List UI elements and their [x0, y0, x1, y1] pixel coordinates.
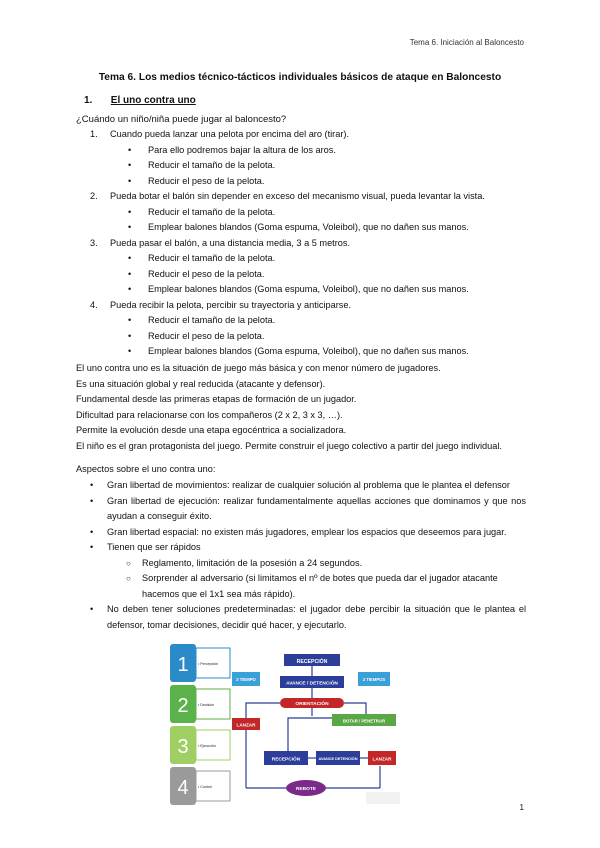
condition-sub-text: Reducir el tamaño de la pelota.: [148, 206, 276, 217]
condition-sub: [76, 220, 526, 236]
condition-item: [76, 127, 526, 143]
condition-sub: [76, 143, 526, 159]
condition-sub: [76, 251, 526, 267]
condition-sub-text: Emplear balones blandos (Goma espuma, Voleibol), que no dañen sus manos.: [148, 222, 469, 232]
condition-item: [76, 298, 526, 314]
one-vs-one-diagram: [168, 640, 404, 808]
paragraph-line: Permite la evolución desde una etapa egocéntrica a socializadora.: [76, 425, 347, 435]
condition-item: [76, 189, 526, 205]
node-tiempo-left-label: 2 TIEMPO: [236, 677, 256, 682]
condition-sub: [76, 267, 526, 283]
node-orientacion-label: ORIENTACIÓN: [295, 702, 329, 708]
aspect-item: • Gran libertad de ejecución: realizar fundamentalmente aquellas acciones que dominamos y que nos ayudan a conseguir éxito.: [76, 494, 526, 525]
aspect-item: • Gran libertad espacial: no existen más jugadores, emplear los espacios que deseemos para jugar.: [76, 525, 526, 541]
node-tiempo-right-label: 2 TIEMPOS: [362, 677, 386, 682]
paragraph-line: El niño es el gran protagonista del juego. Permite construir el juego colectivo a partir del juego individual.: [76, 440, 502, 451]
question-text: ¿Cuándo un niño/niña puede jugar al baloncesto?: [76, 114, 287, 125]
aspect-sub-item: ○ Reglamento, limitación de la posesión a 24 segundos.: [76, 556, 526, 572]
step-number: 1: [177, 654, 189, 676]
running-header: Tema 6. Iniciación al Baloncesto: [409, 38, 524, 47]
paragraph-line: El uno contra uno es la situación de juego más básica y con menor número de jugadores.: [76, 363, 441, 373]
aspect-item: • Gran libertad de movimientos: realizar de cualquier solución al problema que le plantea el defensor: [76, 478, 526, 494]
page-title: Tema 6. Los medios técnico-tácticos individuales básicos de ataque en Baloncesto: [98, 72, 502, 83]
aspects-list: [76, 478, 526, 633]
page-number: 1: [519, 803, 524, 812]
node-botar-label: BOTAR / PENETRAR: [342, 718, 386, 724]
condition-number: 1.: [90, 129, 98, 139]
node-avance-bottom-label: AVANCE DETENCIÓN: [318, 757, 358, 761]
node-lanzar-right-label: LANZAR: [372, 756, 392, 762]
aspects-heading: Aspectos sobre el uno contra uno:: [76, 464, 216, 474]
condition-sub-text: Reducir el peso de la pelota.: [148, 175, 265, 186]
section-number: 1.: [84, 95, 93, 106]
condition-sub-text: Reducir el tamaño de la pelota.: [148, 160, 276, 170]
condition-number: 3.: [90, 237, 98, 248]
condition-sub: [76, 313, 526, 329]
condition-sub-text: Emplear balones blandos (Goma espuma, Voleibol), que no dañen sus manos.: [148, 284, 469, 294]
logo-mark: [366, 792, 400, 804]
condition-number: 4.: [90, 299, 98, 310]
condition-sub: [76, 329, 526, 345]
condition-text: Pueda pasar el balón, a una distancia media, 3 a 5 metros.: [110, 237, 351, 248]
step-number: 4: [177, 777, 189, 799]
step-label: • Percepción: [198, 662, 219, 666]
condition-sub-text: Para ello podremos bajar la altura de los aros.: [148, 144, 336, 155]
node-recepcion-top-label: RECEPCIÓN: [296, 659, 328, 665]
step-label: • Ejecución: [198, 744, 216, 748]
step-label: • Decisión: [198, 703, 215, 707]
condition-text: Cuando pueda lanzar una pelota por encima del aro (tirar).: [110, 129, 350, 139]
node-recepcion-bottom-label: RECEPCIÓN: [271, 757, 301, 763]
condition-text: Pueda recibir la pelota, percibir su trayectoria y anticiparse.: [110, 299, 352, 310]
section-heading: [84, 95, 196, 106]
paragraph-line: Fundamental desde las primeras etapas de formación de un jugador.: [76, 394, 357, 404]
step-label: • Control: [198, 785, 212, 789]
node-rebote-label: REBOTE: [296, 787, 316, 792]
intro-paragraph: [76, 361, 526, 454]
condition-sub: [76, 344, 526, 360]
condition-sub-text: Reducir el peso de la pelota.: [148, 268, 265, 279]
condition-sub-text: Reducir el tamaño de la pelota.: [148, 253, 276, 263]
node-lanzar-left-label: LANZAR: [236, 722, 256, 728]
condition-sub-text: Reducir el peso de la pelota.: [148, 330, 265, 341]
condition-sub-text: Emplear balones blandos (Goma espuma, Voleibol), que no dañen sus manos.: [148, 346, 469, 356]
step-2: [170, 685, 230, 723]
step-number: 2: [177, 695, 189, 717]
condition-sub: [76, 205, 526, 221]
section-label: El uno contra uno: [110, 95, 196, 106]
condition-sub-text: Reducir el tamaño de la pelota.: [148, 315, 276, 325]
conditions-list: [76, 127, 526, 360]
condition-text: Pueda botar el balón sin depender en exceso del mecanismo visual, pueda levantar la vista.: [110, 191, 485, 201]
condition-sub: [76, 174, 526, 190]
condition-sub: [76, 158, 526, 174]
condition-sub: [76, 282, 526, 298]
aspect-item: • No deben tener soluciones predeterminadas: el jugador debe percibir la situación que le plantea el defensor, tomar decisiones, decidir qué hacer, y ejecutarlo.: [76, 602, 526, 633]
paragraph-line: Es una situación global y real reducida (atacante y defensor).: [76, 378, 326, 389]
step-3: [170, 726, 230, 764]
step-number: 3: [177, 736, 189, 758]
condition-item: [76, 236, 526, 252]
aspect-sub-item: ○ Sorprender al adversario (si limitamos el nº de botes que pueda dar el jugador atacante hacemos que el 1x1 sea más rápido).: [76, 571, 526, 602]
step-1: [170, 644, 230, 682]
condition-number: 2.: [90, 191, 98, 201]
step-4: [170, 767, 230, 805]
aspect-item: • Tienen que ser rápidos: [76, 540, 526, 556]
paragraph-line: Dificultad para relacionarse con los compañeros (2 x 2, 3 x 3, …).: [76, 409, 343, 420]
node-avance-label: AVANCE / DETENCIÓN: [286, 681, 338, 687]
